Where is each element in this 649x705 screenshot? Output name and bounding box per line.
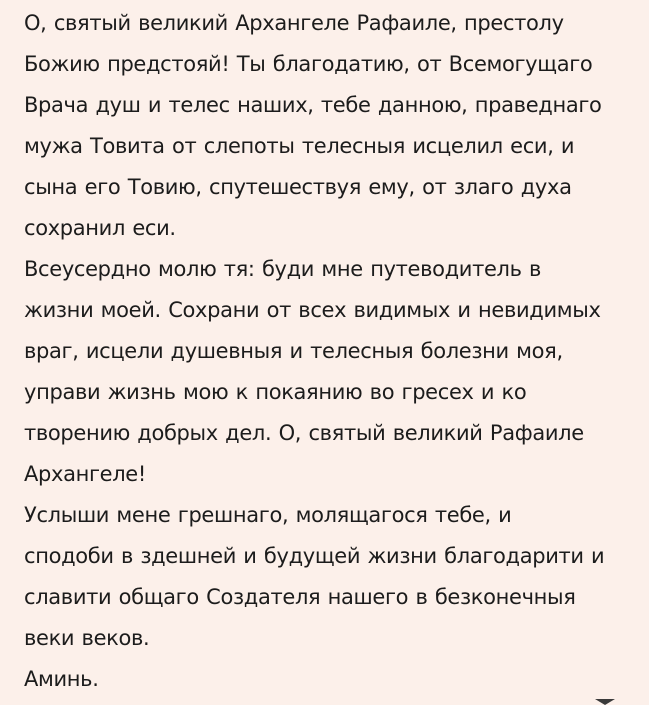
prayer-line: Врача душ и телес наших, тебе данною, праведнаго bbox=[24, 93, 602, 117]
prayer-line: Божию предстояй! Ты благодатию, от Всемогущаго bbox=[24, 52, 593, 76]
chevron-down-icon[interactable] bbox=[595, 699, 615, 705]
prayer-line: веки веков. bbox=[24, 626, 150, 650]
prayer-line: О, святый великий Архангеле Рафаиле, престолу bbox=[24, 11, 564, 35]
prayer-line: сохранил еси. bbox=[24, 216, 176, 240]
prayer-line: сподоби в здешней и будущей жизни благодарити и bbox=[24, 544, 605, 568]
prayer-line: творению добрых дел. О, святый великий Рафаиле bbox=[24, 421, 584, 445]
prayer-line: славити общаго Создателя нашего в безконечныя bbox=[24, 585, 576, 609]
prayer-text bbox=[24, 3, 624, 700]
prayer-line: Архангеле! bbox=[24, 462, 146, 486]
prayer-line: Аминь. bbox=[24, 667, 99, 691]
prayer-line: мужа Товита от слепоты телесныя исцелил еси, и bbox=[24, 134, 575, 158]
prayer-line: враг, исцели душевныя и телесныя болезни моя, bbox=[24, 339, 563, 363]
prayer-line: сына его Товию, спутешествуя ему, от злаго духа bbox=[24, 175, 572, 199]
prayer-line: управи жизнь мою к покаянию во гресех и ко bbox=[24, 380, 527, 404]
prayer-line: Всеусердно молю тя: буди мне путеводитель в bbox=[24, 257, 541, 281]
prayer-line: жизни моей. Сохрани от всех видимых и невидимых bbox=[24, 298, 601, 322]
prayer-line: Услыши мене грешнаго, молящагося тебе, и bbox=[24, 503, 512, 527]
